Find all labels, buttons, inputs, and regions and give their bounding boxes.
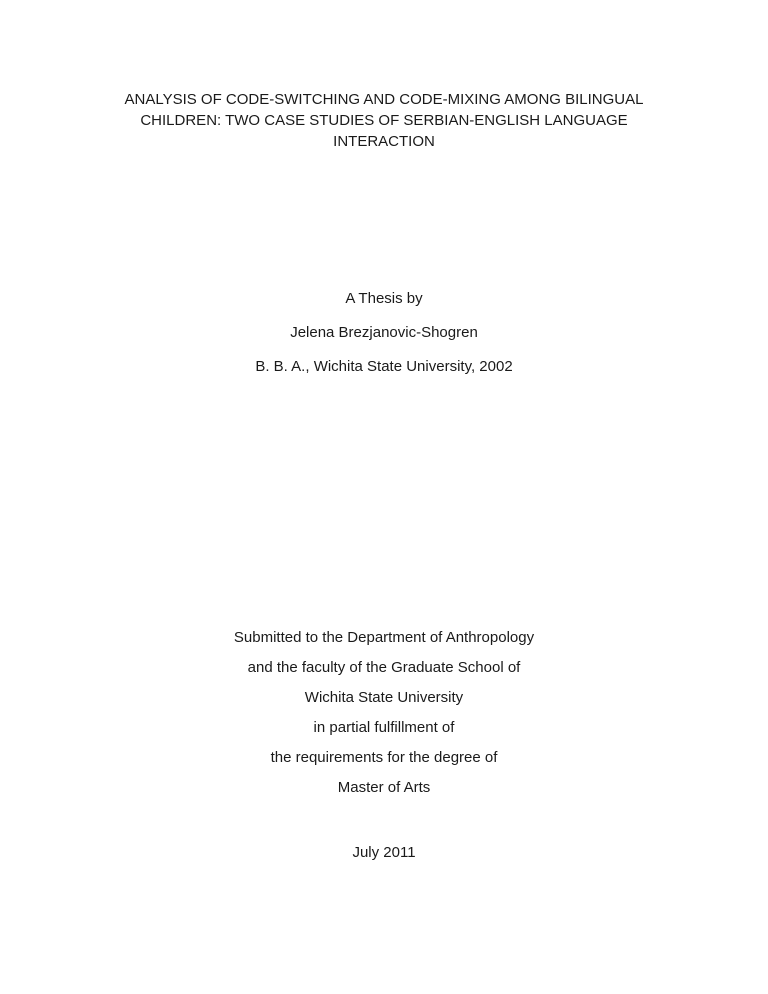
author-name: Jelena Brezjanovic-Shogren	[290, 324, 478, 341]
submission-line-4: in partial fulfillment of	[313, 719, 455, 736]
submission-line-2: and the faculty of the Graduate School of	[247, 659, 521, 676]
title-line-3: INTERACTION	[333, 133, 435, 150]
prior-degree: B. B. A., Wichita State University, 2002	[255, 358, 513, 375]
degree-name: Master of Arts	[337, 779, 431, 796]
title-line-2: CHILDREN: TWO CASE STUDIES OF SERBIAN-ENGLISH LANGUAGE	[140, 112, 628, 129]
submission-line-5: the requirements for the degree of	[270, 749, 498, 766]
submission-line-1: Submitted to the Department of Anthropology	[233, 629, 535, 646]
submission-date: July 2011	[352, 844, 416, 861]
thesis-by-label: A Thesis by	[345, 290, 423, 307]
title-line-1: ANALYSIS OF CODE-SWITCHING AND CODE-MIXING AMONG BILINGUAL	[124, 91, 644, 108]
submission-line-3: Wichita State University	[304, 689, 464, 706]
